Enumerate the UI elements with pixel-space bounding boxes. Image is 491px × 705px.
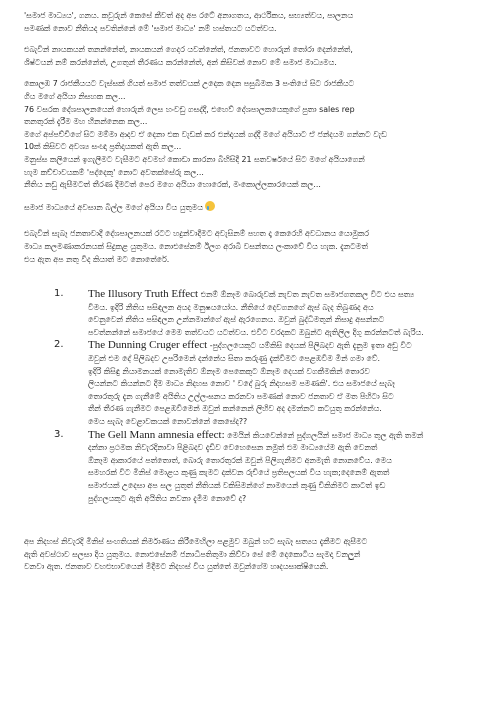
text-line: ශිෂ්ටයන් නම් කරන්නේත්, උගතුන් තීරණය කරන්නේත්, අන් කිසිවක් නොව මේ සමාජ මාධ්‍යමය. bbox=[24, 57, 337, 67]
list-item-dunning-kruger bbox=[24, 339, 479, 428]
list-item-illusory-truth bbox=[24, 288, 479, 339]
crying-face-icon bbox=[205, 201, 215, 211]
paragraph-leaders bbox=[24, 44, 479, 69]
text-line: මෙයින් කියවෙන්නේ පුද්ගලයින් සමාජ මාධ්‍ය තුල ඇති තමන් bbox=[224, 430, 424, 440]
text-line: එනම් ඕනෑම බොරුවක් නැවත නැවත සමාජගතකල විට එය සත්‍ය bbox=[198, 290, 415, 300]
text-line: වෙනුවෙන් නීතිය පසිඳලන උන්නමාන්ගේ ඇස් ඇරගෙනය. ඔවුන් බුද්ධිමතුන් නිසාදු අසන්නට bbox=[88, 315, 385, 325]
text-line: දන්නා ප්‍රථමක නිවැරදිනාවා පිළිබදව දැඩිව වෙහෙසෙන නමුත් එම මාධ්‍යයේම ඇති වෙනත් bbox=[88, 443, 378, 453]
text-line: නීතිය නඩු ඇසීමටත් තීරණ දීමටත් පෙර මගෙ අයියා හොරෙක්, මංකොල්ලකාරයෙක් කල... bbox=[24, 180, 321, 190]
text-line: වීමය. ඉදිරි නීතිය පසිඳලන අයද මනුෂයයෝය. නීතියේ දෙවගනගේ ඇස් බැද තිබුණද අය bbox=[88, 302, 374, 312]
text-line: මෙය සැබෑ වෙළාවකයක් නොවන්නේ කෙසේද?? bbox=[88, 417, 248, 427]
text-line: 76 වසරක දේශපාලනයෙන් හොරුන් ලෙස හංවඩු ගසද්දී, එහෙව් දේශපාලකයෙකුගේ පුතා sales rep bbox=[24, 104, 355, 114]
text-line: පවත්නන්නේ සමාජයේ මෙම තත්වයට යටත්වය. එවිට වරදකට ඔබුන්ට ඇතිලිල දිගු කරන්නටත් බැරිය. bbox=[88, 327, 424, 337]
text-line: ඇති අවස්ථාව සලසා දිය යුතුමය. නොඑසේනම් ජනාධිපතිතුමා කිව්වා සේ මේ දෙකොටිය සැමදා වනලුන් bbox=[24, 549, 361, 559]
text-line: මනුස්ස කලියෙන් ඉගැලීමට වැසීමට අවමහ් කොඩා කාරනා බිහිසිදී 21 සතවර්ෂයේ සිට මගේ අයියාගෙන් bbox=[24, 154, 365, 164]
text-line: සමාජ මාධ්‍යයේ අවසාන බිල්ල මගේ අයියා විය යුතුමය bbox=[24, 202, 204, 212]
text-line: පමණක් නොව නීතියද පවතින්නේ මේ 'සමාජ මාධ්‍ය' නම් හස්තයට යටත්වය. bbox=[24, 23, 277, 33]
text-line: ගිය මගේ අයියා නිසහක කල... bbox=[24, 91, 126, 101]
effects-list bbox=[24, 288, 479, 505]
list-number: 3. bbox=[54, 428, 64, 440]
text-line: එය ඇත අප නතු වීද කියාත් මට නොතේරේ. bbox=[24, 254, 170, 264]
paragraph-brother bbox=[24, 78, 479, 191]
text-line: මගේ අප්පච්චිගේ සිට මම්මා ආදව ඒ දෙනා එක වැඩක් කර එන්දායක් ගද්දී මගේ අයියාට ඒ ජන්දයම ගන්නට වැඩ bbox=[24, 129, 387, 139]
text-line: ඉදිරි කිසිඳු නියාමනයක් නොමැතිව ඕනෑම පෙකෙකුට ඕනෑම දෙයක් වගකීමකින් තොරව bbox=[88, 366, 370, 376]
effect-title: The Illusory Truth Effect bbox=[88, 288, 199, 301]
paragraph-intro bbox=[24, 10, 479, 35]
text-line: ඔවුන් එම දේ පිලිබදව උපරිමෙන් දන්නේය සිතා කරුණු දැක්වීමට පෙළඹවීම මින් ගමා වේ. bbox=[88, 354, 380, 364]
list-item-gell-mann bbox=[24, 429, 479, 506]
paragraph-media-management bbox=[24, 228, 479, 266]
text-line: තනතුරක් දැරීම මහ හීනන්නෙක කල... bbox=[24, 117, 148, 127]
text-line: 'සමාජ මාධ්‍යය', ගනය. කවුරුන් කෙසේ කීවත් අද අප රටේ අනාගතය, ආර්ථිකය, සභ්‍යත්වය, පාලනය bbox=[24, 11, 354, 20]
text-line: පුද්ගලයකුට ඇති අයිතිය නවනා දැමීම නොවේ ද? bbox=[88, 493, 247, 503]
effect-title: The Dunning Cruger effect bbox=[88, 339, 208, 352]
text-line: එබැවින් සැබෑ ජනතාවාදී දේශපාලනයක් රටට හදුන්වාදීමට අවැසිනම් පහත දෑ කෙරෙහි අවධානය යොමුකර bbox=[24, 229, 370, 239]
text-line: ඕනෑම ආකාරයේ පත්තොත්, බොරු තොරතුරක් ඔවුන් පිලිගැනීමට අනමැති නොනවේය. මෙය bbox=[88, 455, 392, 465]
text-line: අප නිදහස් නිවැරදි මිනිස් සංහතියක් නිර්මාණය කිරීමෙහිලා පළමුව ඔබුන් හට සැබෑ සත්‍යය දැකීමට ඇසීමට bbox=[24, 537, 368, 547]
paragraph-conclusion bbox=[24, 536, 479, 574]
text-line: හැම කච්චාවයකම් 'පද්දෙකු' නොට අවතක්සේරු කල... bbox=[24, 167, 204, 177]
text-line: කොලඹ 7 රාජකීයයට වැස්සක් ගියත් සමාජ තත්වයක් උදෙක දෙන පසුබිමක 3 පංතියේ සිට රාජකීයට bbox=[24, 79, 355, 89]
text-line: තොරතුරු දැන ගැනීමේ අයිතිය උල්ලංඝනය කරනවා පමණක් නොව ජනතාව ඒ මත පිහිටා සිට bbox=[88, 391, 394, 401]
text-line: තීන් තීරණ ගැනීමට පෙළඹවීමෙන් ඔවුන් කන්නෙන් ලිහිව අද දමන්නට කටයුතු කරන්නේය. bbox=[88, 404, 382, 414]
effect-title: The Gell Mann amnesia effect: bbox=[88, 428, 225, 441]
list-number: 2. bbox=[54, 339, 64, 351]
text-line: සමහරක් විට මිනිස් මොළය කුණු කැමට දක්වන රුචියේ ප්‍රතිපලයක් විය හැක;දෙනෙම් ඇතත් bbox=[88, 468, 390, 478]
text-line: වනවා ඇත. ජනතාව වහළුභාවයෙන් මිදීමට නිදහස් විය යුත්තේ ඔවුන්ගේම හෘදයසාක්ෂියෙනි. bbox=[24, 562, 329, 572]
text-line: සමාජයක් උදෙසා අප සල යුතුත් නීතියක් වකිසිමන්ගේ නාමයෙන් කුණු චිකිනිමට කාටත් ඉඩ bbox=[88, 481, 386, 490]
paragraph-last-victim bbox=[24, 201, 479, 215]
text-line: -පුද්ගලයෙකුට යම්කිසි දෙයක් පිලිබදව ඇති දැනුම ඉතා අඩු විට bbox=[207, 341, 412, 351]
text-line: 10ක් කිසිවට අවශ්‍ය සංඥා ප්‍රතිදායකත් ඇති කල... bbox=[24, 142, 182, 152]
text-line: එබැවින් නායකයන් තනන්නේත්, නායකයන් ගෙදර යවන්නේත්, ජනතාවට හොරුන් තෝරා දෙන්නේත්, bbox=[24, 45, 353, 55]
text-line: මාධ්‍ය කලමණාකරනයක් සිදුකළ යුතුමය. නොඑසේනම් ඊලග අරාබි වසන්තය ලංකාවේ විය හැක. දැනටමත් bbox=[24, 241, 368, 251]
list-number: 1. bbox=[54, 288, 64, 300]
text-line: ලියන්නට කියන්නට දීම මාධ්‍ය නිදහස නොව ' වදේ බුරු නිදහසම පමණකි'. එය සමාජයේ සැබෑ bbox=[88, 379, 395, 389]
